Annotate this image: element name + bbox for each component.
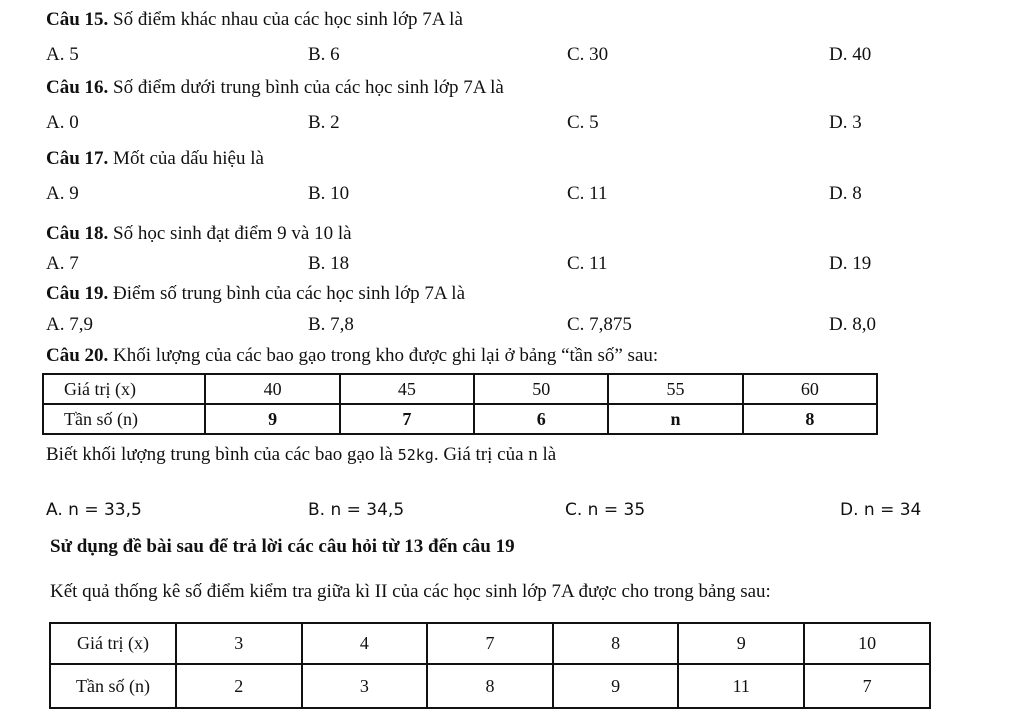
question-18 (46, 222, 352, 246)
table-row-values (43, 374, 877, 404)
question-19 (46, 282, 465, 306)
table-cell: n (608, 404, 742, 434)
table-cell: 60 (743, 374, 877, 404)
table-header-cell: Giá trị (x) (50, 623, 176, 664)
option-d: D. 8,0 (829, 314, 876, 335)
table-cell: 6 (474, 404, 608, 434)
table-cell: 9 (205, 404, 339, 434)
table-header-cell: Tần số (n) (50, 664, 176, 708)
option-c: C. n = 35 (565, 500, 646, 520)
question-number: Câu 17. (46, 148, 109, 169)
table-cell: 7 (804, 664, 930, 708)
question-text: Số điểm khác nhau của các học sinh lớp 7A là (108, 9, 463, 30)
table-cell: 8 (427, 664, 553, 708)
question-text: Số điểm dưới trung bình của các học sinh lớp 7A là (108, 77, 504, 98)
table-row-values (50, 623, 930, 664)
question-15 (46, 8, 463, 32)
statement-text: Biết khối lượng trung bình của các bao gạo là (46, 444, 398, 465)
option-d: D. 19 (829, 253, 872, 274)
option-c: C. 7,875 (567, 314, 632, 335)
option-a: A. 7,9 (46, 314, 93, 335)
option-a: A. 9 (46, 183, 79, 204)
table-cell: 55 (608, 374, 742, 404)
table-cell: 7 (427, 623, 553, 664)
option-d: D. n = 34 (840, 500, 922, 520)
table-row-frequency (43, 404, 877, 434)
question-text: Điểm số trung bình của các học sinh lớp 7A là (108, 283, 466, 304)
table-cell: 4 (302, 623, 428, 664)
option-d: D. 8 (829, 183, 862, 204)
statement-text-end: . Giá trị của n là (433, 444, 557, 465)
option-a: A. 0 (46, 112, 79, 133)
question-text: Mốt của dấu hiệu là (108, 148, 264, 169)
table-cell: 8 (553, 623, 679, 664)
question-number: Câu 16. (46, 77, 109, 98)
option-d: D. 3 (829, 112, 862, 133)
table-cell: 10 (804, 623, 930, 664)
option-b: B. 18 (308, 253, 350, 274)
table-cell: 2 (176, 664, 302, 708)
table-header-cell: Giá trị (x) (43, 374, 205, 404)
question-number: Câu 18. (46, 223, 109, 244)
question-number: Câu 15. (46, 9, 109, 30)
question-number: Câu 20. (46, 345, 109, 366)
section-title: Sử dụng đề bài sau để trả lời các câu hỏi từ 13 đến câu 19 (50, 536, 515, 557)
option-b: B. 7,8 (308, 314, 354, 335)
frequency-table-scores (49, 622, 931, 709)
option-b: B. n = 34,5 (308, 500, 405, 520)
mass-value: 52kg (397, 446, 434, 464)
option-c: C. 5 (567, 112, 599, 133)
table-row-frequency (50, 664, 930, 708)
option-b: B. 6 (308, 44, 340, 65)
table-cell: 8 (743, 404, 877, 434)
option-b: B. 2 (308, 112, 340, 133)
question-text: Số học sinh đạt điểm 9 và 10 là (108, 223, 352, 244)
table-cell: 9 (678, 623, 804, 664)
table-cell: 3 (176, 623, 302, 664)
table-cell: 45 (340, 374, 474, 404)
frequency-table-rice (42, 373, 878, 435)
option-d: D. 40 (829, 44, 872, 65)
option-a: A. 5 (46, 44, 79, 65)
option-a: A. n = 33,5 (46, 500, 142, 520)
option-a: A. 7 (46, 253, 79, 274)
table-cell: 40 (205, 374, 339, 404)
option-b: B. 10 (308, 183, 350, 204)
table-cell: 11 (678, 664, 804, 708)
question-text: Khối lượng của các bao gạo trong kho được ghi lại ở bảng “tần số” sau: (108, 345, 659, 366)
question-17 (46, 147, 264, 171)
table-header-cell: Tần số (n) (43, 404, 205, 434)
question-16 (46, 76, 504, 100)
q20-statement (46, 443, 556, 467)
section-intro: Kết quả thống kê số điểm kiểm tra giữa kì II của các học sinh lớp 7A được cho trong bảng sau: (50, 581, 771, 602)
question-20 (46, 344, 658, 368)
table-cell: 50 (474, 374, 608, 404)
table-cell: 9 (553, 664, 679, 708)
option-c: C. 11 (567, 183, 608, 204)
question-number: Câu 19. (46, 283, 109, 304)
table-cell: 7 (340, 404, 474, 434)
table-cell: 3 (302, 664, 428, 708)
option-c: C. 30 (567, 44, 609, 65)
option-c: C. 11 (567, 253, 608, 274)
